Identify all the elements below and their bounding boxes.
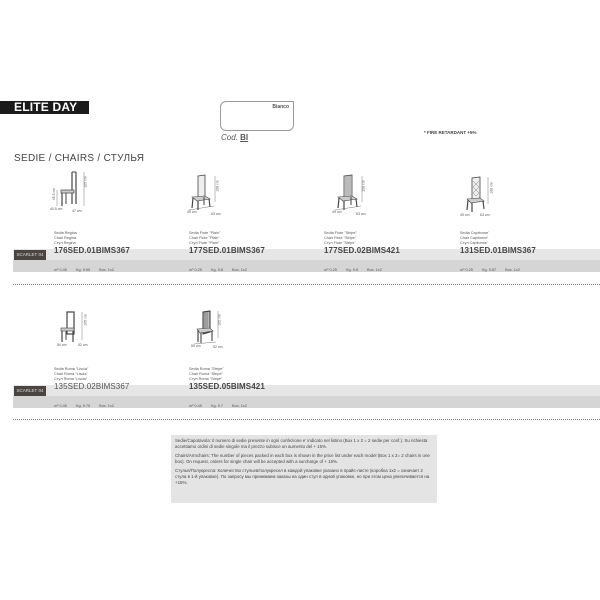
volume: m³ 0.25: [189, 268, 202, 272]
dim-height: 108 cm: [361, 180, 366, 192]
weight: Kg. 9.8: [210, 268, 223, 272]
code-label: Cod.: [221, 133, 238, 142]
product-description: [324, 231, 357, 246]
chair-flute-plain-icon: [188, 174, 228, 214]
product-description: [460, 231, 489, 246]
dim-depth: 49 cm: [187, 210, 197, 214]
desc-en: Chair Regina: [54, 236, 77, 240]
box: Box. 1x2: [232, 404, 247, 408]
product-code: 135SED.05BIMS421: [189, 382, 265, 391]
dim-width: 52 cm: [213, 345, 223, 349]
swatch-name: Bianco: [272, 104, 289, 110]
chair-flute-stripe-drawing: [334, 174, 374, 214]
product-code: 135SED.02BIMS367: [54, 382, 130, 391]
row-2-finish-tag: SCARLET 04: [14, 386, 46, 396]
dim-height: 105 cm: [83, 176, 88, 188]
box: Box. 1x2: [99, 404, 114, 408]
product-code: 176SED.01BIMS367: [54, 246, 130, 255]
desc-it: Sedia Regina: [54, 231, 77, 235]
desc-ru: Стул Roma "Stripe": [189, 377, 223, 381]
product-specs: [189, 268, 255, 272]
dim-seat: 45.5 cm: [52, 187, 57, 201]
weight: Kg. 9.65: [75, 268, 91, 272]
row-1-divider: [13, 284, 600, 285]
desc-ru: Стул Capitonne': [460, 241, 488, 245]
packing-note: [171, 435, 437, 503]
volume: m³ 0.25: [460, 268, 473, 272]
box: Box. 1x2: [232, 268, 247, 272]
chair-capitonne-drawing: [462, 176, 502, 216]
color-swatch: [220, 101, 294, 131]
desc-en: Chair Flute "Stripe": [324, 236, 357, 240]
dim-depth: 50 cm: [191, 344, 201, 348]
desc-en: Chair Flute "Plain": [189, 236, 220, 240]
product-specs: [324, 268, 390, 272]
desc-en: Chair Roma "Liscia": [54, 372, 88, 376]
desc-ru: Стул Flute "Plain": [189, 241, 220, 245]
code-value: BI: [240, 133, 249, 142]
desc-ru: Стул Flute "Stripe": [324, 241, 356, 245]
desc-it: Sedia Flute "Plain": [189, 231, 221, 235]
note-english: Chairs/Armchairs: The number of pieces packed in each box is shown in the price list under each model (Box 1 x 2= 2 chairs in one box). On request, orders for single chair will be accepted with a surcharge of + 15%.: [175, 453, 430, 464]
dim-depth: 40.5 cm: [50, 207, 63, 211]
dim-height: 105 cm: [83, 314, 88, 326]
color-code: [221, 133, 248, 142]
product-specs: [460, 268, 528, 272]
product-description: [189, 367, 224, 382]
desc-it: Sedia Roma "Liscia": [54, 367, 89, 371]
volume: m³ 0.25: [324, 268, 337, 272]
weight: Kg. 9.75: [75, 404, 91, 408]
chair-flute-stripe-icon: [334, 174, 374, 214]
volume: m³ 0.45: [189, 404, 202, 408]
desc-ru: Стул Regina: [54, 241, 76, 245]
dim-width: 63 cm: [211, 212, 221, 216]
desc-ru: Стул Roma "Liscia": [54, 377, 88, 381]
section-title: SEDIE / CHAIRS / СТУЛЬЯ: [14, 153, 145, 164]
dim-width: 63 cm: [480, 213, 490, 217]
product-description: [189, 231, 220, 246]
dim-width: 63 cm: [356, 212, 366, 216]
collection-title: ELITE DAY: [14, 100, 78, 114]
product-specs: [54, 404, 122, 408]
weight: Kg. 9.7: [210, 404, 223, 408]
collection-title-bar: [0, 101, 89, 114]
chair-flute-plain-drawing: [188, 174, 228, 214]
volume: m³ 0.45: [54, 404, 67, 408]
note-italian: Sedie/Capotavola: Il numero di sedie presente in ogni confezione e' indicato nel listino (Box 1 x 2 = 2 sedie per conf.). Su richiesta accettiamo ordini di sedie singole ma il prezzo subisce un aumento del + 15%.: [175, 438, 428, 449]
box: Box. 1x2: [367, 268, 382, 272]
product-description: [54, 367, 88, 382]
product-description: [54, 231, 77, 246]
product-code: 177SED.02BIMS421: [324, 246, 400, 255]
row-1-finish-tag: SCARLET 04: [14, 250, 46, 260]
desc-it: Sedia Capitonne': [460, 231, 489, 235]
product-code: 131SED.01BIMS367: [460, 246, 536, 255]
dim-depth: 49 cm: [332, 210, 342, 214]
product-code: 177SED.01BIMS367: [189, 246, 265, 255]
box: Box. 1x2: [505, 268, 520, 272]
note-russian: Стулья/Полукресла: Количество стульев/полукресел в каждой упаковке указано в прайс-листе (коробка 1x2 = означает 2 стула в 1-й упаковке). По запросу мы принимаем заказы на один стул в одной упаковке, но при этом цена увеличивается на +15%.: [175, 468, 430, 485]
weight: Kg. 9.87: [481, 268, 497, 272]
dim-depth: 49 cm: [460, 213, 470, 217]
weight: Kg. 9.8: [345, 268, 358, 272]
dim-depth: 50 cm: [57, 343, 67, 347]
desc-it: Sedia Roma "Stripe": [189, 367, 224, 371]
chair-capitonne-icon: [462, 176, 502, 216]
desc-en: Chair Roma "Stripe": [189, 372, 223, 376]
product-specs: [189, 404, 255, 408]
row-2-divider: [13, 419, 600, 420]
desc-it: Sedia Flute "Stripe": [324, 231, 357, 235]
volume: m³ 0.45: [54, 268, 67, 272]
dim-width: 52 cm: [78, 343, 88, 347]
product-specs: [54, 268, 122, 272]
dim-height: 108 cm: [489, 182, 494, 194]
desc-en: Chair Capitonne': [460, 236, 489, 240]
fire-retardant-note: * FIRE RETARDANT +5%: [424, 130, 477, 135]
box: Box. 1x2: [99, 268, 114, 272]
dim-width: 47 cm: [72, 209, 82, 213]
dim-height: 108 cm: [215, 180, 220, 192]
dim-height: 105 cm: [217, 314, 222, 326]
